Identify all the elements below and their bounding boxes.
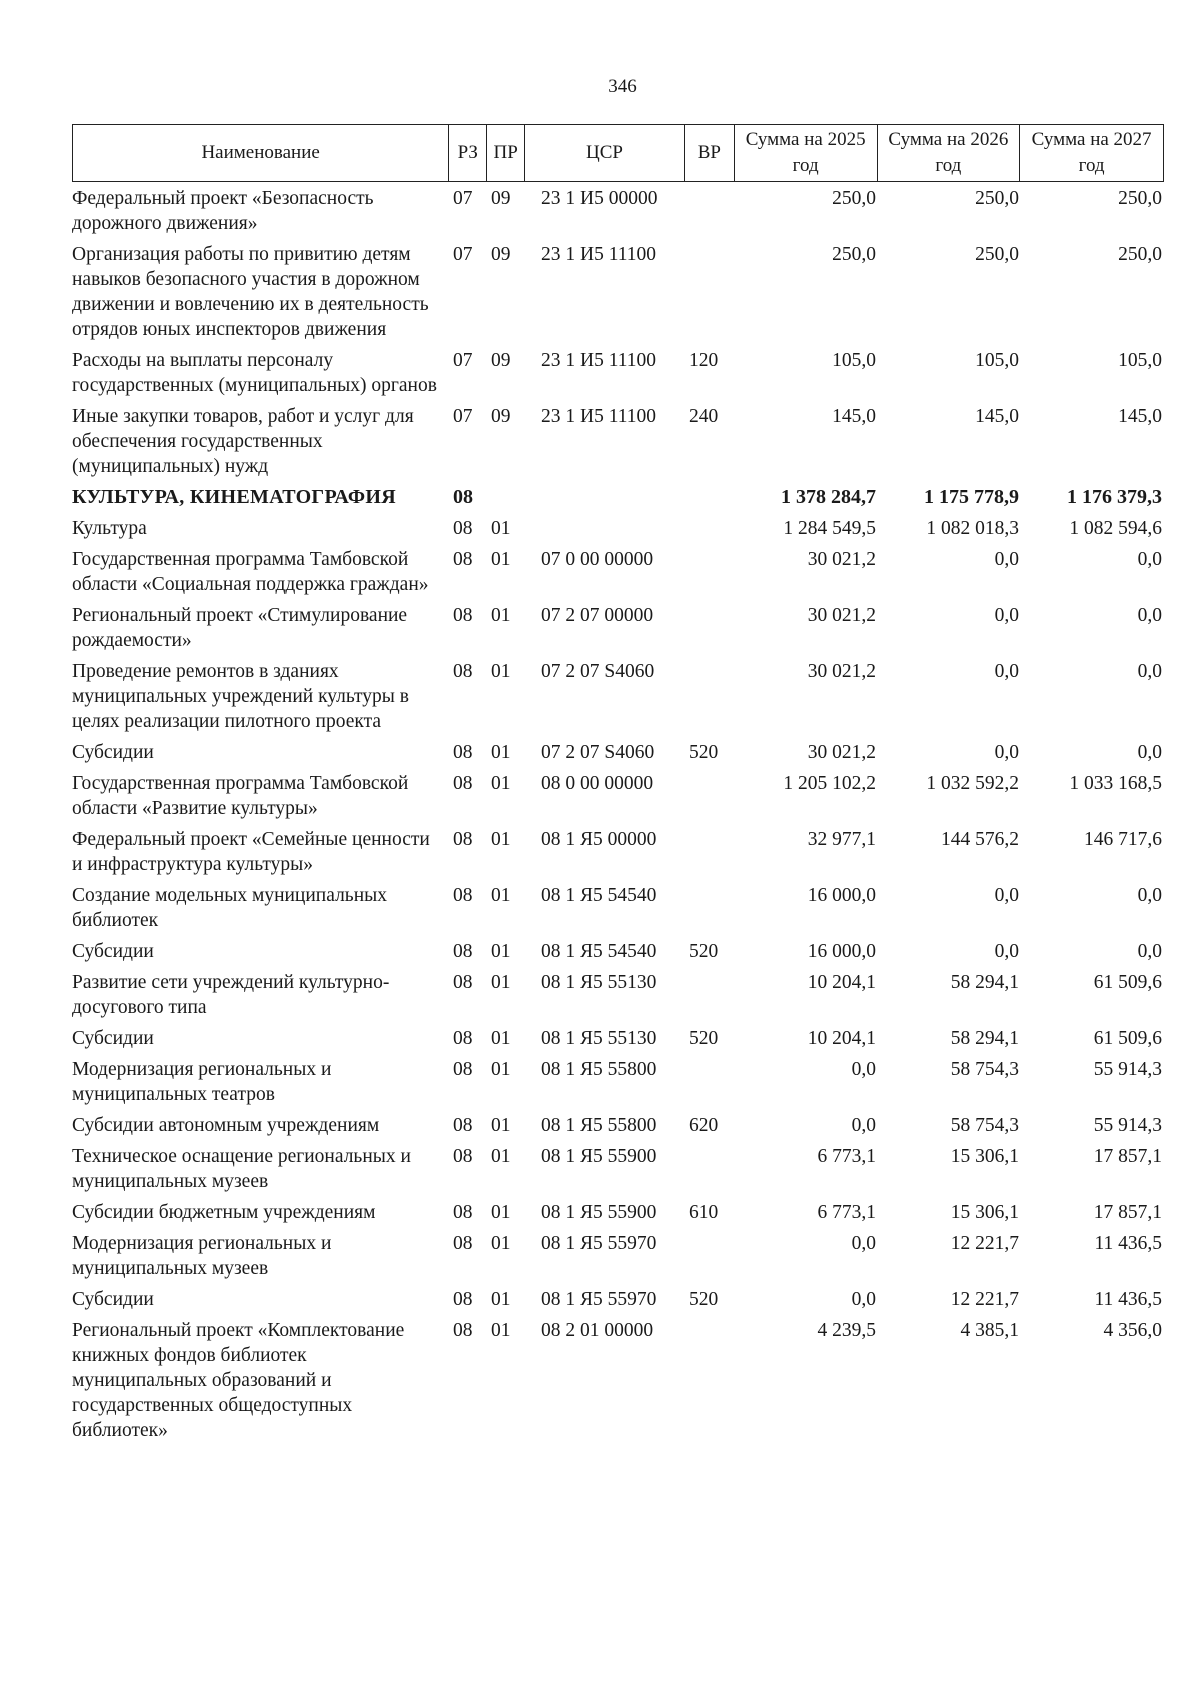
row-pr [487, 485, 525, 510]
row-csr: 08 1 Я5 55970 [541, 1233, 657, 1254]
row-rz: 08 [453, 1059, 473, 1080]
row-name: Иные закупки товаров, работ и услуг для обеспечения государственных (муниципальных) нужд [72, 406, 414, 477]
row-csr: 23 1 И5 11100 [541, 244, 657, 265]
row-sum-2026: 58 754,3 [950, 1115, 1019, 1136]
row-vr [685, 1318, 735, 1443]
row-name: Субсидии [72, 941, 154, 962]
row-sum-2026: 12 221,7 [950, 1289, 1019, 1310]
row-rz: 08 [453, 1146, 473, 1167]
row-pr: 01 [491, 549, 511, 570]
row-sum-2025: 16 000,0 [807, 941, 876, 962]
row-name: Расходы на выплаты персоналу государственных (муниципальных) органов [72, 350, 437, 396]
row-vr [685, 1231, 735, 1281]
row-pr: 01 [491, 885, 511, 906]
row-csr: 08 1 Я5 55970 [541, 1289, 657, 1310]
row-csr: 07 2 07 S4060 [541, 661, 655, 682]
row-sum-2027: 105,0 [1118, 350, 1162, 371]
row-sum-2025: 32 977,1 [807, 829, 876, 850]
row-sum-2026: 58 294,1 [950, 1028, 1019, 1049]
row-sum-2025: 10 204,1 [807, 972, 876, 993]
row-sum-2025: 6 773,1 [817, 1202, 876, 1223]
row-csr: 08 1 Я5 55800 [541, 1059, 657, 1080]
row-sum-2025: 10 204,1 [807, 1028, 876, 1049]
table-row [72, 970, 1164, 1020]
row-csr [525, 516, 685, 541]
row-sum-2027: 1 176 379,3 [1067, 486, 1162, 508]
header-rz: РЗ [449, 125, 487, 181]
row-pr: 01 [491, 661, 511, 682]
row-vr [685, 485, 735, 510]
table-row [72, 348, 1164, 398]
row-pr: 01 [491, 1059, 511, 1080]
row-sum-2026: 0,0 [994, 605, 1019, 626]
row-sum-2027: 17 857,1 [1093, 1146, 1162, 1167]
row-sum-2027: 250,0 [1118, 188, 1162, 209]
row-rz: 08 [453, 1233, 473, 1254]
row-sum-2025: 0,0 [851, 1059, 876, 1080]
row-sum-2027: 0,0 [1137, 941, 1162, 962]
table-row [72, 827, 1164, 877]
row-rz: 08 [453, 1289, 473, 1310]
row-sum-2026: 250,0 [975, 244, 1019, 265]
row-rz: 08 [453, 1320, 473, 1341]
row-sum-2025: 250,0 [832, 244, 876, 265]
row-sum-2027: 1 082 594,6 [1069, 518, 1162, 539]
row-csr: 08 1 Я5 54540 [541, 885, 657, 906]
row-name: Модернизация региональных и муниципальных музеев [72, 1233, 332, 1279]
row-sum-2025: 30 021,2 [807, 605, 876, 626]
row-sum-2026: 0,0 [994, 549, 1019, 570]
row-sum-2027: 61 509,6 [1093, 972, 1162, 993]
row-name: Субсидии [72, 1028, 154, 1049]
row-vr [685, 827, 735, 877]
row-csr: 08 1 Я5 55800 [541, 1115, 657, 1136]
row-vr: 520 [689, 941, 719, 962]
row-rz: 07 [453, 406, 473, 427]
row-vr: 620 [689, 1115, 719, 1136]
row-sum-2027: 55 914,3 [1093, 1115, 1162, 1136]
row-sum-2025: 1 205 102,2 [783, 773, 876, 794]
row-name: Субсидии автономным учреждениям [72, 1115, 380, 1136]
row-csr: 08 0 00 00000 [541, 773, 654, 794]
header-sum-2027: Сумма на 2027 год [1031, 129, 1152, 176]
row-csr: 08 2 01 00000 [541, 1320, 654, 1341]
row-sum-2025: 1 378 284,7 [781, 486, 876, 508]
row-name: Субсидии бюджетным учреждениям [72, 1202, 376, 1223]
row-name: Проведение ремонтов в зданиях муниципальных учреждений культуры в целях реализации пилотного проекта [72, 661, 409, 732]
row-sum-2026: 15 306,1 [950, 1202, 1019, 1223]
table-row [72, 1200, 1164, 1225]
row-sum-2027: 11 436,5 [1094, 1233, 1162, 1254]
row-name: Федеральный проект «Семейные ценности и инфраструктура культуры» [72, 829, 430, 875]
row-sum-2026: 4 385,1 [960, 1320, 1019, 1341]
row-sum-2027: 4 356,0 [1103, 1320, 1162, 1341]
table-row [72, 659, 1164, 734]
row-sum-2026: 1 175 778,9 [924, 486, 1019, 508]
row-sum-2027: 11 436,5 [1094, 1289, 1162, 1310]
row-csr: 23 1 И5 11100 [541, 406, 657, 427]
row-sum-2027: 145,0 [1118, 406, 1162, 427]
row-rz: 08 [453, 605, 473, 626]
row-sum-2026: 1 032 592,2 [926, 773, 1019, 794]
row-sum-2026: 145,0 [975, 406, 1019, 427]
row-pr: 01 [491, 829, 511, 850]
table-row [72, 883, 1164, 933]
row-vr [685, 186, 735, 236]
row-name: Субсидии [72, 1289, 154, 1310]
row-rz: 08 [453, 941, 473, 962]
row-name: Федеральный проект «Безопасность дорожного движения» [72, 188, 374, 234]
table-row [72, 1144, 1164, 1194]
row-sum-2026: 0,0 [994, 661, 1019, 682]
row-sum-2026: 15 306,1 [950, 1146, 1019, 1167]
row-rz: 07 [453, 350, 473, 371]
row-sum-2027: 0,0 [1137, 605, 1162, 626]
row-sum-2025: 6 773,1 [817, 1146, 876, 1167]
row-sum-2025: 0,0 [851, 1289, 876, 1310]
header-name: Наименование [73, 125, 449, 181]
table-row [72, 1026, 1164, 1051]
row-vr [685, 603, 735, 653]
row-name: Развитие сети учреждений культурно-досугового типа [72, 972, 390, 1018]
row-sum-2027: 250,0 [1118, 244, 1162, 265]
table-row [72, 1318, 1164, 1443]
row-name: Организация работы по привитию детям навыков безопасного участия в дорожном движении и вовлечению их в деятельность отрядов юных инспекторов движения [72, 244, 429, 340]
row-sum-2025: 30 021,2 [807, 549, 876, 570]
row-rz: 08 [453, 486, 473, 508]
row-sum-2025: 0,0 [851, 1115, 876, 1136]
table-row [72, 1057, 1164, 1107]
row-pr: 01 [491, 605, 511, 626]
table-row [72, 740, 1164, 765]
row-pr: 01 [491, 1028, 511, 1049]
row-rz: 08 [453, 742, 473, 763]
row-sum-2025: 4 239,5 [817, 1320, 876, 1341]
row-sum-2025: 250,0 [832, 188, 876, 209]
row-sum-2027: 0,0 [1137, 742, 1162, 763]
row-sum-2026: 0,0 [994, 885, 1019, 906]
row-name: Региональный проект «Стимулирование рождаемости» [72, 605, 408, 651]
row-pr: 01 [491, 941, 511, 962]
row-sum-2025: 16 000,0 [807, 885, 876, 906]
row-name: Государственная программа Тамбовской области «Социальная поддержка граждан» [72, 549, 429, 595]
table-body [72, 186, 1164, 1449]
row-vr [685, 1144, 735, 1194]
row-sum-2027: 1 033 168,5 [1069, 773, 1162, 794]
header-pr: ПР [487, 125, 525, 181]
row-name: Субсидии [72, 742, 154, 763]
row-pr: 01 [491, 518, 511, 539]
table-row [72, 939, 1164, 964]
row-pr: 01 [491, 1202, 511, 1223]
row-pr: 09 [491, 406, 511, 427]
table-row [72, 404, 1164, 479]
row-pr: 01 [491, 1146, 511, 1167]
row-pr: 01 [491, 1115, 511, 1136]
row-rz: 08 [453, 549, 473, 570]
row-pr: 01 [491, 742, 511, 763]
section-row [72, 485, 1164, 510]
row-rz: 08 [453, 1115, 473, 1136]
row-name: Региональный проект «Комплектование книжных фондов библиотек муниципальных образований и государственных общедоступных библиотек» [72, 1320, 405, 1441]
row-rz: 07 [453, 188, 473, 209]
row-csr: 08 1 Я5 55900 [541, 1146, 657, 1167]
row-vr [685, 883, 735, 933]
row-name: Государственная программа Тамбовской области «Развитие культуры» [72, 773, 409, 819]
page-number: 346 [608, 76, 637, 97]
row-vr [685, 1057, 735, 1107]
row-vr [685, 970, 735, 1020]
header-sum-2026: Сумма на 2026 год [878, 125, 1021, 181]
row-sum-2026: 58 754,3 [950, 1059, 1019, 1080]
row-vr: 610 [689, 1202, 719, 1223]
row-pr: 01 [491, 972, 511, 993]
row-rz: 08 [453, 1202, 473, 1223]
row-sum-2027: 0,0 [1137, 661, 1162, 682]
row-pr: 01 [491, 1289, 511, 1310]
row-csr: 08 1 Я5 55130 [541, 972, 657, 993]
row-sum-2027: 61 509,6 [1093, 1028, 1162, 1049]
row-sum-2026: 144 576,2 [941, 829, 1019, 850]
row-csr: 08 1 Я5 00000 [541, 829, 657, 850]
row-rz: 08 [453, 518, 473, 539]
row-pr: 09 [491, 244, 511, 265]
table-header [72, 124, 1164, 182]
row-vr: 520 [689, 1289, 719, 1310]
row-vr: 520 [689, 1028, 719, 1049]
row-sum-2026: 250,0 [975, 188, 1019, 209]
row-pr: 09 [491, 350, 511, 371]
header-sum-2025: Сумма на 2025 год [735, 125, 878, 181]
row-vr [685, 547, 735, 597]
row-sum-2026: 105,0 [975, 350, 1019, 371]
table-row [72, 516, 1164, 541]
row-vr [685, 771, 735, 821]
row-pr: 01 [491, 1233, 511, 1254]
row-sum-2025: 30 021,2 [807, 661, 876, 682]
row-csr: 23 1 И5 11100 [541, 350, 657, 371]
row-vr: 120 [689, 350, 719, 371]
row-sum-2025: 105,0 [832, 350, 876, 371]
row-pr: 09 [491, 188, 511, 209]
header-vr: ВР [685, 125, 735, 181]
row-sum-2026: 58 294,1 [950, 972, 1019, 993]
row-vr: 240 [689, 406, 719, 427]
row-rz: 08 [453, 972, 473, 993]
row-rz: 08 [453, 773, 473, 794]
row-vr [685, 516, 735, 541]
table-row [72, 1287, 1164, 1312]
row-vr: 520 [689, 742, 719, 763]
table-row [72, 771, 1164, 821]
row-rz: 08 [453, 885, 473, 906]
row-pr: 01 [491, 773, 511, 794]
table-row [72, 1113, 1164, 1138]
row-csr: 23 1 И5 00000 [541, 188, 658, 209]
row-sum-2026: 1 082 018,3 [926, 518, 1019, 539]
row-sum-2026: 0,0 [994, 742, 1019, 763]
row-sum-2025: 0,0 [851, 1233, 876, 1254]
row-csr: 08 1 Я5 55900 [541, 1202, 657, 1223]
row-rz: 08 [453, 661, 473, 682]
row-vr [685, 242, 735, 342]
row-rz: 08 [453, 829, 473, 850]
row-sum-2025: 30 021,2 [807, 742, 876, 763]
row-sum-2027: 17 857,1 [1093, 1202, 1162, 1223]
header-csr: ЦСР [525, 125, 685, 181]
table-row [72, 603, 1164, 653]
row-sum-2025: 145,0 [832, 406, 876, 427]
row-csr: 07 0 00 00000 [541, 549, 654, 570]
row-name: Модернизация региональных и муниципальных театров [72, 1059, 332, 1105]
row-pr: 01 [491, 1320, 511, 1341]
table-row [72, 242, 1164, 342]
table-row [72, 1231, 1164, 1281]
row-name: Техническое оснащение региональных и муниципальных музеев [72, 1146, 411, 1192]
row-csr: 07 2 07 S4060 [541, 742, 655, 763]
row-rz: 08 [453, 1028, 473, 1049]
table-row [72, 186, 1164, 236]
row-sum-2027: 0,0 [1137, 885, 1162, 906]
row-sum-2026: 12 221,7 [950, 1233, 1019, 1254]
row-sum-2025: 1 284 549,5 [783, 518, 876, 539]
row-sum-2027: 146 717,6 [1084, 829, 1162, 850]
row-csr: 07 2 07 00000 [541, 605, 654, 626]
row-sum-2027: 55 914,3 [1093, 1059, 1162, 1080]
row-csr [525, 485, 685, 510]
row-name: КУЛЬТУРА, КИНЕМАТОГРАФИЯ [72, 486, 396, 508]
row-csr: 08 1 Я5 54540 [541, 941, 657, 962]
row-sum-2027: 0,0 [1137, 549, 1162, 570]
row-name: Культура [72, 518, 147, 539]
row-name: Создание модельных муниципальных библиотек [72, 885, 387, 931]
row-vr [685, 659, 735, 734]
table-row [72, 547, 1164, 597]
row-rz: 07 [453, 244, 473, 265]
row-csr: 08 1 Я5 55130 [541, 1028, 657, 1049]
row-sum-2026: 0,0 [994, 941, 1019, 962]
